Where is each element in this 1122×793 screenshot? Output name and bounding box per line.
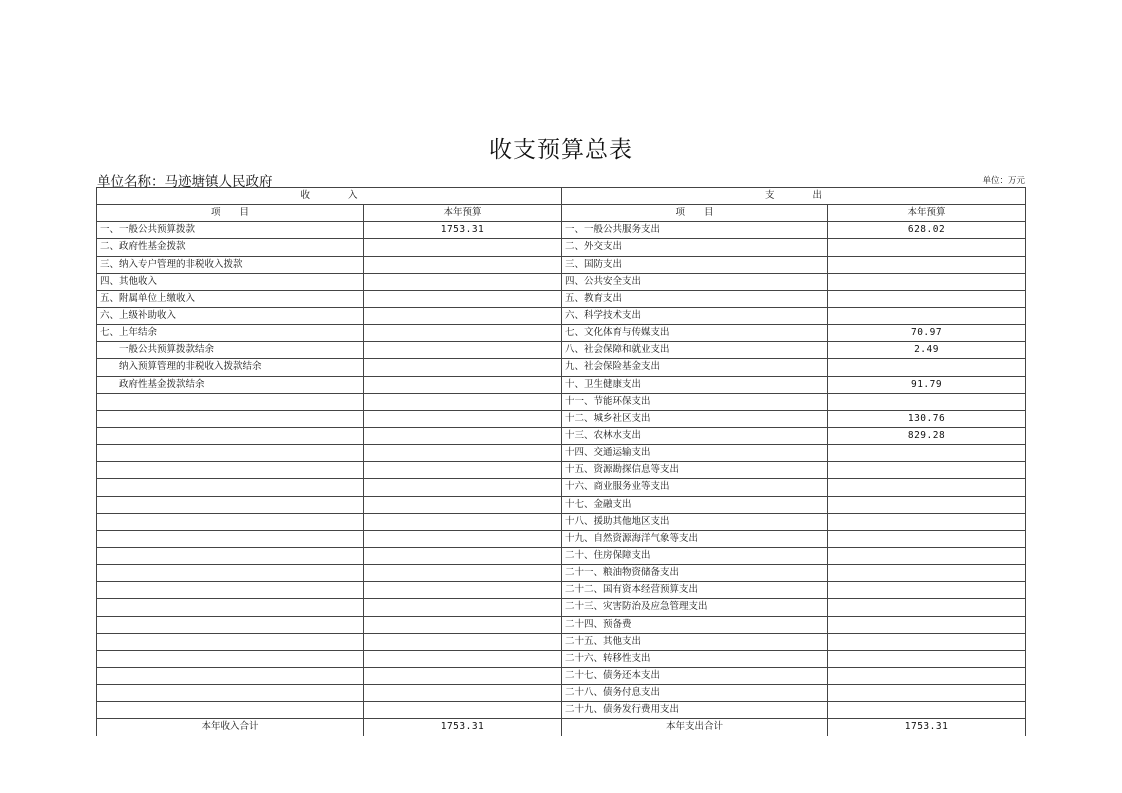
table-row <box>97 530 1026 547</box>
income-amount-cell <box>364 633 562 650</box>
table-row <box>97 427 1026 444</box>
table-header-column-row <box>97 205 1026 222</box>
expense-item-cell: 二十二、国有资本经营预算支出 <box>562 582 828 599</box>
income-amount-cell <box>364 273 562 290</box>
income-item-cell <box>97 427 364 444</box>
income-item-cell: 六、上级补助收入 <box>97 307 364 324</box>
expense-amount-cell <box>828 290 1026 307</box>
expense-item-cell: 二十七、债务还本支出 <box>562 667 828 684</box>
totals-row <box>97 719 1026 736</box>
income-item-header: 项 目 <box>97 205 364 222</box>
income-amount-cell <box>364 530 562 547</box>
expense-item-cell: 十四、交通运输支出 <box>562 445 828 462</box>
income-item-cell <box>97 616 364 633</box>
table-header-section-row <box>97 188 1026 205</box>
income-item-cell <box>97 479 364 496</box>
income-amount-cell <box>364 547 562 564</box>
income-item-cell: 一般公共预算拨款结余 <box>97 342 364 359</box>
income-amount-cell <box>364 462 562 479</box>
table-row <box>97 222 1026 239</box>
table-row <box>97 513 1026 530</box>
expense-amount-cell <box>828 599 1026 616</box>
income-item-cell: 一、一般公共预算拨款 <box>97 222 364 239</box>
expense-item-cell: 八、社会保障和就业支出 <box>562 342 828 359</box>
expense-amount-cell <box>828 462 1026 479</box>
expense-amount-cell <box>828 650 1026 667</box>
income-amount-cell <box>364 239 562 256</box>
expense-amount-cell: 2.49 <box>828 342 1026 359</box>
expense-item-cell: 十、卫生健康支出 <box>562 376 828 393</box>
expense-amount-cell <box>828 530 1026 547</box>
income-item-cell <box>97 565 364 582</box>
expense-item-cell: 二十四、预备费 <box>562 616 828 633</box>
expense-item-cell: 一、一般公共服务支出 <box>562 222 828 239</box>
table-row <box>97 462 1026 479</box>
income-amount-cell <box>364 325 562 342</box>
expense-amount-cell <box>828 256 1026 273</box>
expense-amount-cell <box>828 496 1026 513</box>
income-item-cell <box>97 410 364 427</box>
expense-item-cell: 四、公共安全支出 <box>562 273 828 290</box>
table-row <box>97 239 1026 256</box>
expense-item-cell: 二十八、债务付息支出 <box>562 685 828 702</box>
income-amount-cell <box>364 342 562 359</box>
income-amount-cell <box>364 376 562 393</box>
income-amount-cell <box>364 427 562 444</box>
income-amount-cell <box>364 565 562 582</box>
expense-amount-cell: 628.02 <box>828 222 1026 239</box>
income-item-cell <box>97 702 364 719</box>
expense-amount-cell <box>828 565 1026 582</box>
table-row <box>97 685 1026 702</box>
table-row <box>97 650 1026 667</box>
income-item-cell <box>97 667 364 684</box>
income-item-cell <box>97 650 364 667</box>
expense-amount-cell <box>828 273 1026 290</box>
expense-item-cell: 十二、城乡社区支出 <box>562 410 828 427</box>
table-row <box>97 496 1026 513</box>
currency-unit-label: 单位：万元 <box>982 176 1025 186</box>
table-row <box>97 633 1026 650</box>
expense-item-cell: 十六、商业服务业等支出 <box>562 479 828 496</box>
income-amount-cell: 1753.31 <box>364 222 562 239</box>
expense-item-cell: 十三、农林水支出 <box>562 427 828 444</box>
income-item-cell <box>97 599 364 616</box>
expense-item-cell: 二十三、灾害防治及应急管理支出 <box>562 599 828 616</box>
income-amount-cell <box>364 359 562 376</box>
table-row <box>97 616 1026 633</box>
expense-item-header: 项 目 <box>562 205 828 222</box>
expense-item-cell: 十五、资源勘探信息等支出 <box>562 462 828 479</box>
table-row <box>97 599 1026 616</box>
expense-amount-cell <box>828 513 1026 530</box>
income-item-cell <box>97 582 364 599</box>
expense-item-cell: 九、社会保险基金支出 <box>562 359 828 376</box>
expense-amount-cell <box>828 702 1026 719</box>
income-amount-cell <box>364 410 562 427</box>
expense-item-cell: 二十九、债务发行费用支出 <box>562 702 828 719</box>
expense-budget-header: 本年预算 <box>828 205 1026 222</box>
income-amount-cell <box>364 513 562 530</box>
table-body <box>97 188 1026 736</box>
expense-item-cell: 十一、节能环保支出 <box>562 393 828 410</box>
page-title: 收支预算总表 <box>489 137 633 163</box>
expense-total-amount: 1753.31 <box>828 719 1026 736</box>
expense-amount-cell <box>828 667 1026 684</box>
expense-amount-cell: 91.79 <box>828 376 1026 393</box>
income-budget-header: 本年预算 <box>364 205 562 222</box>
income-total-label: 本年收入合计 <box>97 719 364 736</box>
table-row <box>97 582 1026 599</box>
income-item-cell <box>97 530 364 547</box>
income-item-cell: 五、附属单位上缴收入 <box>97 290 364 307</box>
expense-item-cell: 三、国防支出 <box>562 256 828 273</box>
expense-section-header: 支 出 <box>562 188 1026 205</box>
table-row <box>97 376 1026 393</box>
table-row <box>97 667 1026 684</box>
income-amount-cell <box>364 702 562 719</box>
table-row <box>97 393 1026 410</box>
expense-item-cell: 六、科学技术支出 <box>562 307 828 324</box>
table-row <box>97 445 1026 462</box>
table-row <box>97 342 1026 359</box>
expense-item-cell: 二十、住房保障支出 <box>562 547 828 564</box>
expense-amount-cell <box>828 239 1026 256</box>
expense-item-cell: 五、教育支出 <box>562 290 828 307</box>
expense-amount-cell <box>828 445 1026 462</box>
budget-summary-table <box>96 187 1026 736</box>
income-amount-cell <box>364 307 562 324</box>
table-row <box>97 273 1026 290</box>
income-amount-cell <box>364 393 562 410</box>
expense-amount-cell <box>828 582 1026 599</box>
table-row <box>97 479 1026 496</box>
income-item-cell <box>97 445 364 462</box>
expense-amount-cell <box>828 633 1026 650</box>
expense-amount-cell <box>828 479 1026 496</box>
expense-amount-cell <box>828 359 1026 376</box>
table-row <box>97 547 1026 564</box>
income-item-cell: 三、纳入专户管理的非税收入拨款 <box>97 256 364 273</box>
expense-amount-cell <box>828 616 1026 633</box>
expense-item-cell: 二、外交支出 <box>562 239 828 256</box>
expense-amount-cell <box>828 393 1026 410</box>
expense-amount-cell <box>828 307 1026 324</box>
table-row <box>97 325 1026 342</box>
income-item-cell <box>97 513 364 530</box>
income-amount-cell <box>364 496 562 513</box>
income-amount-cell <box>364 445 562 462</box>
income-item-cell: 政府性基金拨款结余 <box>97 376 364 393</box>
income-amount-cell <box>364 667 562 684</box>
expense-amount-cell <box>828 547 1026 564</box>
income-item-cell <box>97 393 364 410</box>
income-item-cell: 二、政府性基金拨款 <box>97 239 364 256</box>
expense-amount-cell <box>828 685 1026 702</box>
expense-amount-cell: 829.28 <box>828 427 1026 444</box>
table-row <box>97 359 1026 376</box>
income-item-cell <box>97 633 364 650</box>
income-total-amount: 1753.31 <box>364 719 562 736</box>
income-amount-cell <box>364 650 562 667</box>
table-row <box>97 307 1026 324</box>
income-item-cell <box>97 462 364 479</box>
expense-item-cell: 二十一、粮油物资储备支出 <box>562 565 828 582</box>
table-row <box>97 410 1026 427</box>
income-item-cell <box>97 547 364 564</box>
table-row <box>97 565 1026 582</box>
income-amount-cell <box>364 599 562 616</box>
expense-total-label: 本年支出合计 <box>562 719 828 736</box>
income-amount-cell <box>364 256 562 273</box>
income-amount-cell <box>364 582 562 599</box>
expense-item-cell: 二十六、转移性支出 <box>562 650 828 667</box>
table-row <box>97 256 1026 273</box>
table-row <box>97 702 1026 719</box>
income-item-cell <box>97 496 364 513</box>
income-section-header: 收 入 <box>97 188 562 205</box>
income-amount-cell <box>364 479 562 496</box>
income-amount-cell <box>364 685 562 702</box>
income-amount-cell <box>364 290 562 307</box>
expense-item-cell: 二十五、其他支出 <box>562 633 828 650</box>
expense-amount-cell: 70.97 <box>828 325 1026 342</box>
expense-item-cell: 十九、自然资源海洋气象等支出 <box>562 530 828 547</box>
expense-item-cell: 十七、金融支出 <box>562 496 828 513</box>
unit-name: 单位名称：马迹塘镇人民政府 <box>97 174 273 190</box>
income-item-cell: 七、上年结余 <box>97 325 364 342</box>
table-row <box>97 290 1026 307</box>
income-amount-cell <box>364 616 562 633</box>
expense-item-cell: 十八、援助其他地区支出 <box>562 513 828 530</box>
income-item-cell: 四、其他收入 <box>97 273 364 290</box>
expense-item-cell: 七、文化体育与传媒支出 <box>562 325 828 342</box>
income-item-cell: 纳入预算管理的非税收入拨款结余 <box>97 359 364 376</box>
expense-amount-cell: 130.76 <box>828 410 1026 427</box>
income-item-cell <box>97 685 364 702</box>
